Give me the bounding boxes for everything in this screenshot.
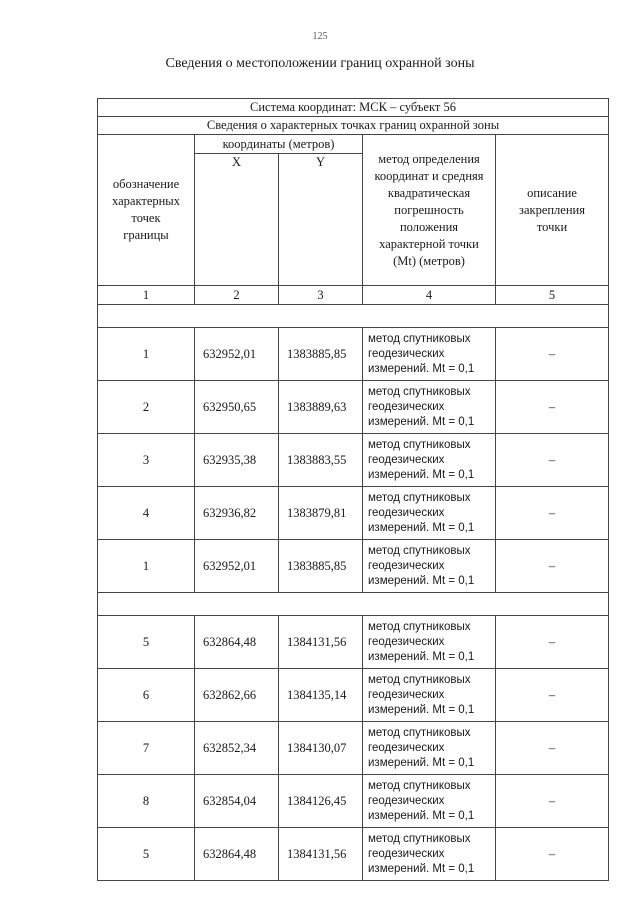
method-line: измерений. Mt = 0,1 bbox=[368, 756, 475, 769]
method-line: метод спутниковых bbox=[368, 544, 471, 557]
table-row bbox=[98, 328, 609, 381]
contour-separator-row bbox=[98, 593, 609, 616]
method-line: метод спутниковых bbox=[368, 726, 471, 739]
x-coordinate-cell: 632952,01 bbox=[195, 540, 279, 593]
method-cell bbox=[363, 381, 496, 434]
point-number-cell: 1 bbox=[98, 328, 195, 381]
table-row bbox=[98, 381, 609, 434]
y-coordinate-cell: 1383883,55 bbox=[279, 434, 363, 487]
table-row bbox=[98, 487, 609, 540]
header-line: границы bbox=[123, 228, 169, 242]
description-cell: – bbox=[496, 722, 609, 775]
method-cell bbox=[363, 775, 496, 828]
table-caption: Сведения о характерных точках границ охранной зоны bbox=[98, 117, 609, 135]
document-title: Сведения о местоположении границ охранной зоны bbox=[165, 56, 475, 71]
header-line: закрепления bbox=[519, 202, 585, 217]
column-headers-row bbox=[98, 135, 609, 286]
description-cell: – bbox=[496, 381, 609, 434]
y-coordinate-cell: 1384130,07 bbox=[279, 722, 363, 775]
description-cell: – bbox=[496, 328, 609, 381]
coordinate-system-caption: Система координат: МСК – субъект 56 bbox=[98, 99, 609, 117]
header-x: X bbox=[195, 154, 279, 285]
x-coordinate-cell: 632935,38 bbox=[195, 434, 279, 487]
method-line: геодезических bbox=[368, 688, 445, 701]
contour-separator bbox=[98, 305, 609, 328]
method-cell bbox=[363, 487, 496, 540]
x-coordinate-cell: 632950,65 bbox=[195, 381, 279, 434]
method-line: измерений. Mt = 0,1 bbox=[368, 862, 475, 875]
boundary-points-table bbox=[97, 98, 609, 881]
header-line: описание bbox=[527, 185, 577, 200]
x-coordinate-cell: 632864,48 bbox=[195, 828, 279, 881]
table-row bbox=[98, 669, 609, 722]
method-line: измерений. Mt = 0,1 bbox=[368, 650, 475, 663]
column-number: 2 bbox=[195, 286, 279, 305]
method-cell bbox=[363, 540, 496, 593]
method-line: измерений. Mt = 0,1 bbox=[368, 809, 475, 822]
header-line: характерных bbox=[112, 194, 180, 208]
method-line: метод спутниковых bbox=[368, 673, 471, 686]
point-number-cell: 4 bbox=[98, 487, 195, 540]
method-cell bbox=[363, 722, 496, 775]
y-coordinate-cell: 1383885,85 bbox=[279, 328, 363, 381]
header-line: координат и средняя bbox=[374, 168, 484, 183]
point-number-cell: 1 bbox=[98, 540, 195, 593]
point-number-cell: 2 bbox=[98, 381, 195, 434]
method-line: метод спутниковых bbox=[368, 385, 471, 398]
y-coordinate-cell: 1384131,56 bbox=[279, 616, 363, 669]
method-cell bbox=[363, 616, 496, 669]
column-number: 4 bbox=[363, 286, 496, 305]
point-number-cell: 5 bbox=[98, 828, 195, 881]
header-y: Y bbox=[315, 155, 326, 169]
method-line: измерений. Mt = 0,1 bbox=[368, 574, 475, 587]
point-number-cell: 8 bbox=[98, 775, 195, 828]
header-point-designation bbox=[98, 135, 195, 286]
method-line: метод спутниковых bbox=[368, 491, 471, 504]
column-number: 5 bbox=[496, 286, 609, 305]
header-line: положения bbox=[399, 219, 459, 234]
x-coordinate-cell: 632852,34 bbox=[195, 722, 279, 775]
header-description bbox=[496, 135, 609, 286]
column-numbers-row bbox=[98, 286, 609, 305]
point-number-cell: 6 bbox=[98, 669, 195, 722]
header-line: метод определения bbox=[378, 151, 480, 166]
header-coordinates-group: координаты (метров) bbox=[195, 135, 362, 154]
method-line: геодезических bbox=[368, 400, 445, 413]
point-number-cell: 7 bbox=[98, 722, 195, 775]
method-line: измерений. Mt = 0,1 bbox=[368, 362, 475, 375]
point-number-cell: 3 bbox=[98, 434, 195, 487]
y-coordinate-cell: 1383885,85 bbox=[279, 540, 363, 593]
description-cell: – bbox=[496, 540, 609, 593]
method-cell bbox=[363, 328, 496, 381]
description-cell: – bbox=[496, 669, 609, 722]
table-row bbox=[98, 775, 609, 828]
header-line: квадратическая bbox=[387, 185, 471, 200]
y-coordinate-cell: 1384131,56 bbox=[279, 828, 363, 881]
column-number: 1 bbox=[98, 286, 195, 305]
method-line: измерений. Mt = 0,1 bbox=[368, 703, 475, 716]
x-coordinate-cell: 632952,01 bbox=[195, 328, 279, 381]
header-line: погрешность bbox=[394, 202, 464, 217]
header-line: точки bbox=[536, 219, 568, 234]
description-cell: – bbox=[496, 434, 609, 487]
method-line: измерений. Mt = 0,1 bbox=[368, 415, 475, 428]
x-coordinate-cell: 632862,66 bbox=[195, 669, 279, 722]
method-line: геодезических bbox=[368, 741, 445, 754]
method-cell bbox=[363, 828, 496, 881]
description-cell: – bbox=[496, 775, 609, 828]
method-line: метод спутниковых bbox=[368, 332, 471, 345]
method-line: геодезических bbox=[368, 847, 445, 860]
method-line: геодезических bbox=[368, 453, 445, 466]
point-number-cell: 5 bbox=[98, 616, 195, 669]
method-line: измерений. Mt = 0,1 bbox=[368, 468, 475, 481]
column-number: 3 bbox=[279, 286, 363, 305]
method-line: геодезических bbox=[368, 794, 445, 807]
header-coordinates bbox=[195, 135, 363, 286]
method-line: геодезических bbox=[368, 635, 445, 648]
table-row bbox=[98, 616, 609, 669]
method-line: геодезических bbox=[368, 506, 445, 519]
x-coordinate-cell: 632864,48 bbox=[195, 616, 279, 669]
page-number: 125 bbox=[312, 31, 328, 42]
header-line: обозначение bbox=[112, 177, 180, 191]
description-cell: – bbox=[496, 828, 609, 881]
method-line: геодезических bbox=[368, 559, 445, 572]
header-method bbox=[363, 135, 496, 286]
method-line: метод спутниковых bbox=[368, 779, 471, 792]
contour-separator bbox=[98, 593, 609, 616]
method-line: метод спутниковых bbox=[368, 620, 471, 633]
header-line: характерной точки bbox=[379, 236, 479, 251]
table-row bbox=[98, 540, 609, 593]
y-coordinate-cell: 1383889,63 bbox=[279, 381, 363, 434]
x-coordinate-cell: 632854,04 bbox=[195, 775, 279, 828]
header-line: точек bbox=[131, 211, 161, 225]
method-line: геодезических bbox=[368, 347, 445, 360]
table-row bbox=[98, 828, 609, 881]
contour-separator-row bbox=[98, 305, 609, 328]
method-cell bbox=[363, 669, 496, 722]
description-cell: – bbox=[496, 487, 609, 540]
description-cell: – bbox=[496, 616, 609, 669]
x-coordinate-cell: 632936,82 bbox=[195, 487, 279, 540]
y-coordinate-cell: 1383879,81 bbox=[279, 487, 363, 540]
y-coordinate-cell: 1384135,14 bbox=[279, 669, 363, 722]
table-row bbox=[98, 722, 609, 775]
method-line: измерений. Mt = 0,1 bbox=[368, 521, 475, 534]
method-line: метод спутниковых bbox=[368, 832, 471, 845]
method-cell bbox=[363, 434, 496, 487]
header-line: (Mt) (метров) bbox=[393, 253, 465, 268]
y-coordinate-cell: 1384126,45 bbox=[279, 775, 363, 828]
table-row bbox=[98, 434, 609, 487]
method-line: метод спутниковых bbox=[368, 438, 471, 451]
